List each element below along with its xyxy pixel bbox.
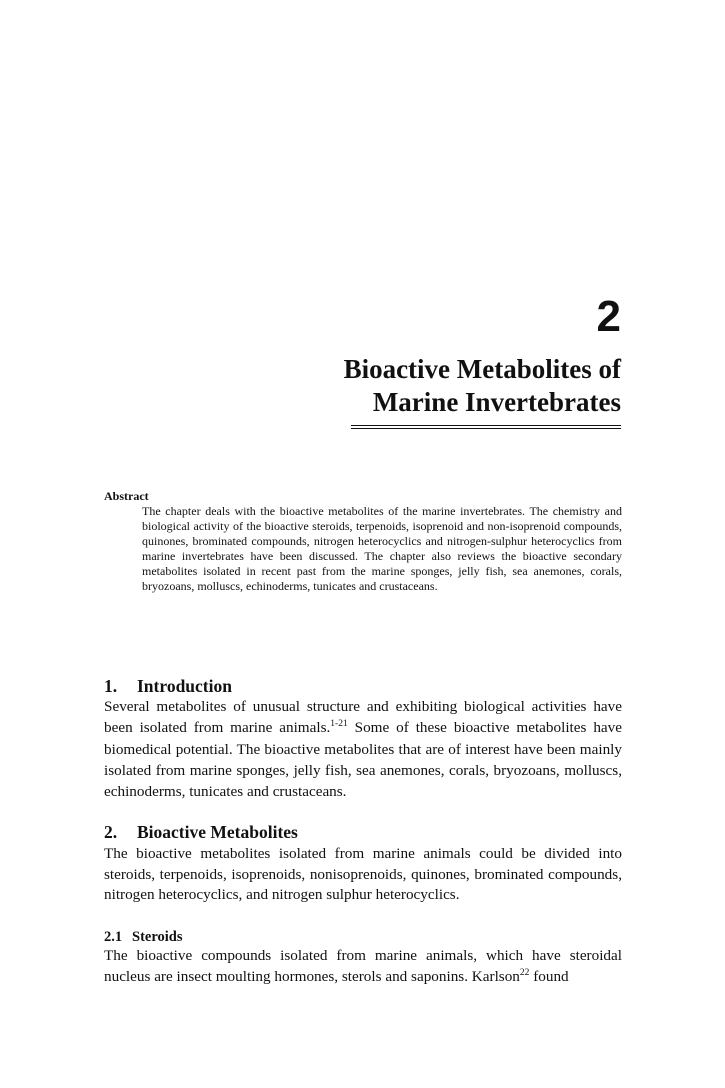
section-heading-bioactive-metabolites	[104, 821, 298, 843]
steroids-paragraph	[104, 946, 622, 989]
section-title: Introduction	[137, 676, 232, 696]
section-number: 2.	[104, 822, 118, 842]
introduction-text-part1: Several metabolites of unusual structure and exhibiting biological activities have been isolated from marine animals.	[104, 698, 622, 736]
chapter-title-line-1: Bioactive Metabolites of	[343, 354, 621, 384]
citation-superscript: 22	[519, 967, 530, 978]
bioactive-metabolites-paragraph: The bioactive metabolites isolated from marine animals could be divided into steroids, terpenoids, isoprenoids, nonisoprenoids, quinones, brominated compounds, nitrogen heterocyclics, and nitrogen sulphur heterocyclics.	[104, 845, 622, 904]
introduction-paragraph	[104, 697, 622, 803]
abstract-heading: Abstract	[104, 489, 149, 503]
section-number: 1.	[104, 676, 118, 696]
subsection-title: Steroids	[132, 929, 183, 945]
chapter-number: 2	[596, 292, 621, 341]
abstract-body: The chapter deals with the bioactive metabolites of the marine invertebrates. The chemistry and biological activity of the bioactive steroids, terpenoids, isoprenoid and non-isoprenoid compounds, quinones, brominated compounds, nitrogen heterocyclics and nitrogen-sulphur heterocyclics from marine invertebrates have been discussed. The chapter also reviews the bioactive secondary metabolites isolated in recent past from the marine sponges, jelly fish, sea anemones, corals, bryozoans, molluscs, echinoderms, tunicates and crustaceans.	[142, 504, 622, 593]
steroids-text-part1: The bioactive compounds isolated from marine animals, which have steroidal nucleus are insect moulting hormones, sterols and saponins. Karlson	[104, 947, 622, 985]
introduction-text-part2: Some of these bioactive metabolites have biomedical potential. The bioactive metabolites that are of interest have been mainly isolated from marine sponges, jelly fish, sea anemones, corals, bryozoans, molluscs, echinoderms, tunicates and crustaceans.	[104, 718, 622, 800]
section-title: Bioactive Metabolites	[137, 822, 298, 842]
title-double-rule	[351, 425, 621, 429]
steroids-text-part2: found	[529, 967, 569, 985]
chapter-title-line-2: Marine Invertebrates	[372, 387, 621, 417]
citation-superscript: 1-21	[330, 718, 348, 729]
section-heading-introduction	[104, 675, 232, 697]
subsection-heading-steroids	[104, 928, 183, 946]
chapter-title	[201, 353, 621, 419]
subsection-number: 2.1	[104, 929, 123, 945]
